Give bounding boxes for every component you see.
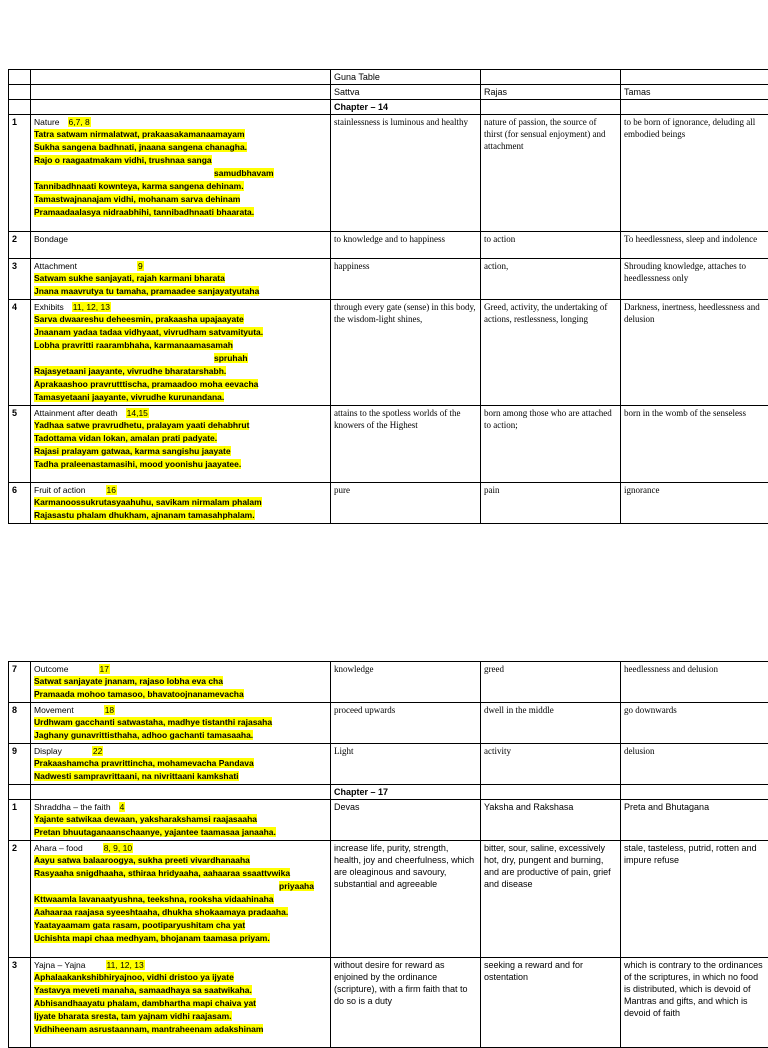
row-number: 1 [9, 115, 31, 232]
verse-line: Abhisandhaayatu phalam, dambhartha mapi chaiva yat [34, 998, 256, 1008]
table-row [9, 483, 768, 524]
verse-line: Aahaaraa raajasa syeeshtaaha, dhukha shokaamaya pradaaha. [34, 907, 288, 917]
row-label: Attainment after death [34, 408, 118, 418]
row-number: 6 [9, 483, 31, 524]
verse-cell [31, 406, 331, 483]
verse-line: Yastavya meveti manaha, samaadhaya sa saatwikaha. [34, 985, 252, 995]
rajas-cell: action, [481, 259, 621, 300]
row-number: 2 [9, 841, 31, 958]
verse-cell [31, 744, 331, 785]
verse-line: Rasyaaha snigdhaaha, sthiraa hridyaaha, aahaaraa ssaattvwika [34, 868, 290, 878]
sattva-cell: happiness [331, 259, 481, 300]
verse-number: 17 [99, 664, 110, 674]
row-label: Attachment [34, 261, 77, 271]
verse-line: Rajasyetaani jaayante, vivrudhe bharatarshabh. [34, 366, 226, 376]
tamas-cell: delusion [621, 744, 768, 785]
rajas-cell: Greed, activity, the undertaking of actions, restlessness, longing [481, 300, 621, 406]
verse-line: Sukha sangena badhnati, jnaana sangena chanagha. [34, 142, 247, 152]
verse-line: Pramaada mohoo tamasoo, bhavatoojnanamevacha [34, 689, 244, 699]
rajas-cell: nature of passion, the source of thirst (for sensual enjoyment) and attachment [481, 115, 621, 232]
table-row [9, 958, 768, 1048]
tamas-cell: To heedlessness, sleep and indolence [621, 232, 768, 259]
verse-line: Yajante satwikaa dewaan, yaksharakshamsi raajasaaha [34, 814, 257, 824]
sattva-cell: through every gate (sense) in this body, the wisdom-light shines, [331, 300, 481, 406]
row-label: Display [34, 746, 62, 756]
table-row [9, 841, 768, 958]
verse-line: Jaghany gunavrittisthaha, adhoo gachanti tamasaaha. [34, 730, 253, 740]
sattva-cell: pure [331, 483, 481, 524]
verse-cell [31, 115, 331, 232]
table-row [9, 662, 768, 703]
sattva-cell: Light [331, 744, 481, 785]
row-label: Outcome [34, 664, 69, 674]
verse-number: 4 [119, 802, 126, 812]
verse-line: Pramaadaalasya nidraabhihi, tannibadhnaati bhaarata. [34, 207, 254, 217]
verse-line: Urdhwam gacchanti satwastaha, madhye tistanthi rajasaha [34, 717, 272, 727]
verse-line: Ijyate bharata sresta, tam yajnam vidhi raajasam. [34, 1011, 232, 1021]
tamas-cell: stale, tasteless, putrid, rotten and impure refuse [621, 841, 768, 958]
tamas-cell: ignorance [621, 483, 768, 524]
guna-table-chapter-14 [8, 69, 768, 524]
tamas-cell: born in the womb of the senseless [621, 406, 768, 483]
verse-line: Rajasi pralayam gatwaa, karma sangishu jaayate [34, 446, 231, 456]
header-sattva: Sattva [331, 85, 481, 100]
verse-number: 9 [137, 261, 144, 271]
row-label: Bondage [34, 234, 68, 244]
chapter-label: Chapter – 14 [331, 100, 481, 115]
verse-line: Uchishta mapi chaa medhyam, bhojanam taamasa priyam. [34, 933, 270, 943]
verse-line: priyaaha [279, 881, 314, 891]
table-row [9, 259, 768, 300]
tamas-cell: Preta and Bhutagana [621, 800, 768, 841]
row-label: Movement [34, 705, 74, 715]
row-label: Shraddha – the faith [34, 802, 111, 812]
verse-cell [31, 958, 331, 1048]
verse-line: Tadottama vidan lokan, amalan prati padyate. [34, 433, 217, 443]
verse-cell [31, 841, 331, 958]
verse-number: 11, 12, 13 [106, 960, 145, 970]
verse-cell [31, 232, 331, 259]
verse-number: 22 [92, 746, 103, 756]
sattva-cell: knowledge [331, 662, 481, 703]
verse-line: Tadha praleenastamasihi, mood yoonishu jaayatee. [34, 459, 241, 469]
verse-line: Rajasastu phalam dhukham, ajnanam tamasahphalam. [34, 510, 255, 520]
verse-number: 18 [104, 705, 115, 715]
verse-cell [31, 800, 331, 841]
sattva-cell: increase life, purity, strength, health, joy and cheerfulness, which are oleaginous and savoury, substantial and agreeable [331, 841, 481, 958]
verse-cell [31, 259, 331, 300]
table-row [9, 703, 768, 744]
rajas-cell: born among those who are attached to action; [481, 406, 621, 483]
header-tamas: Tamas [621, 85, 768, 100]
row-label: Yajna – Yajna [34, 960, 86, 970]
rajas-cell: dwell in the middle [481, 703, 621, 744]
table-row [9, 300, 768, 406]
row-number: 1 [9, 800, 31, 841]
row-number: 9 [9, 744, 31, 785]
row-number: 4 [9, 300, 31, 406]
sattva-cell: to knowledge and to happiness [331, 232, 481, 259]
row-number: 2 [9, 232, 31, 259]
verse-line: Nadwesti sampravrittaani, na nivrittaani kamkshati [34, 771, 239, 781]
verse-number: 14,15 [126, 408, 149, 418]
verse-line: samudbhavam [214, 168, 274, 178]
guna-table-continued [8, 661, 768, 1048]
verse-number: 6,7, 8 [68, 117, 91, 127]
sattva-cell: without desire for reward as enjoined by the ordinance (scripture), with a firm faith that to do so is a duty [331, 958, 481, 1048]
verse-line: Yaatayaamam gata rasam, pootiparyushitam cha yat [34, 920, 245, 930]
row-number: 8 [9, 703, 31, 744]
tamas-cell: to be born of ignorance, deluding all embodied beings [621, 115, 768, 232]
verse-line: Tannibadhnaati kownteya, karma sangena dehinam. [34, 181, 244, 191]
row-number: 5 [9, 406, 31, 483]
verse-number: 11, 12, 13 [72, 302, 111, 312]
rajas-cell: seeking a reward and for ostentation [481, 958, 621, 1048]
sattva-cell: Devas [331, 800, 481, 841]
verse-line: Karmanoossukrutasyaahuhu, savikam nirmalam phalam [34, 497, 262, 507]
verse-line: Pretan bhuutaganaanschaanye, yajantee taamasaa janaaha. [34, 827, 276, 837]
verse-number: 16 [106, 485, 117, 495]
verse-line: Rajo o raagaatmakam vidhi, trushnaa sanga [34, 155, 212, 165]
verse-line: Prakaashamcha pravrittincha, mohamevacha Pandava [34, 758, 254, 768]
verse-line: spruhah [214, 353, 248, 363]
verse-line: Aphalaakankshibhiryajnoo, vidhi dristoo ya ijyate [34, 972, 234, 982]
table-row [9, 800, 768, 841]
rajas-cell: greed [481, 662, 621, 703]
verse-line: Lobha pravritti raarambhaha, karmanaamasamah [34, 340, 233, 350]
verse-cell [31, 662, 331, 703]
table-row [9, 744, 768, 785]
table-row [9, 115, 768, 232]
rajas-cell: to action [481, 232, 621, 259]
table-row [9, 232, 768, 259]
verse-line: Jnana maavrutya tu tamaha, pramaadee sanjayatyutaha [34, 286, 259, 296]
verse-line: Sarva dwaareshu deheesmin, prakaasha upajaayate [34, 314, 244, 324]
tamas-cell: heedlessness and delusion [621, 662, 768, 703]
row-number: 3 [9, 958, 31, 1048]
rajas-cell: bitter, sour, saline, excessively hot, dry, pungent and burning, and are productive of pain, grief and disease [481, 841, 621, 958]
verse-line: Satwat sanjayate jnanam, rajaso lobha eva cha [34, 676, 223, 686]
verse-line: Tamasyetaani jaayante, vivrudhe kurunandana. [34, 392, 224, 402]
verse-line: Vidhiheenam asrustaannam, mantraheenam adakshinam [34, 1024, 263, 1034]
table-title: Guna Table [331, 70, 481, 85]
verse-line: Jnaanam yadaa tadaa vidhyaat, vivrudham satvamityuta. [34, 327, 263, 337]
row-label: Nature [34, 117, 60, 127]
sattva-cell: proceed upwards [331, 703, 481, 744]
sattva-cell: stainlessness is luminous and healthy [331, 115, 481, 232]
verse-line: Aprakaashoo pravrutttischa, pramaadoo moha eevacha [34, 379, 258, 389]
header-rajas: Rajas [481, 85, 621, 100]
tamas-cell: go downwards [621, 703, 768, 744]
verse-line: Kttwaamla lavanaatyushna, teekshna, rooksha vidaahinaha [34, 894, 274, 904]
sattva-cell: attains to the spotless worlds of the knowers of the Highest [331, 406, 481, 483]
verse-cell [31, 703, 331, 744]
verse-cell [31, 483, 331, 524]
row-label: Ahara – food [34, 843, 83, 853]
verse-line: Tatra satwam nirmalatwat, prakaasakamanaamayam [34, 129, 245, 139]
rajas-cell: activity [481, 744, 621, 785]
verse-cell [31, 300, 331, 406]
table-row [9, 406, 768, 483]
row-number: 3 [9, 259, 31, 300]
chapter-label: Chapter – 17 [331, 785, 481, 800]
tamas-cell: Shrouding knowledge, attaches to heedlessness only [621, 259, 768, 300]
verse-line: Satwam sukhe sanjayati, rajah karmani bharata [34, 273, 225, 283]
verse-line: Aayu satwa balaaroogya, sukha preeti vivardhanaaha [34, 855, 250, 865]
rajas-cell: pain [481, 483, 621, 524]
verse-number: 8, 9, 10 [103, 843, 133, 853]
row-label: Fruit of action [34, 485, 86, 495]
row-number: 7 [9, 662, 31, 703]
tamas-cell: Darkness, inertness, heedlessness and delusion [621, 300, 768, 406]
rajas-cell: Yaksha and Rakshasa [481, 800, 621, 841]
verse-line: Yadhaa satwe pravrudhetu, pralayam yaati dehabhrut [34, 420, 249, 430]
tamas-cell: which is contrary to the ordinances of the scriptures, in which no food is distributed, which is devoid of Mantras and gifts, and which is devoid of faith [621, 958, 768, 1048]
verse-line: Tamastwajnanajam vidhi, mohanam sarva dehinam [34, 194, 240, 204]
row-label: Exhibits [34, 302, 64, 312]
